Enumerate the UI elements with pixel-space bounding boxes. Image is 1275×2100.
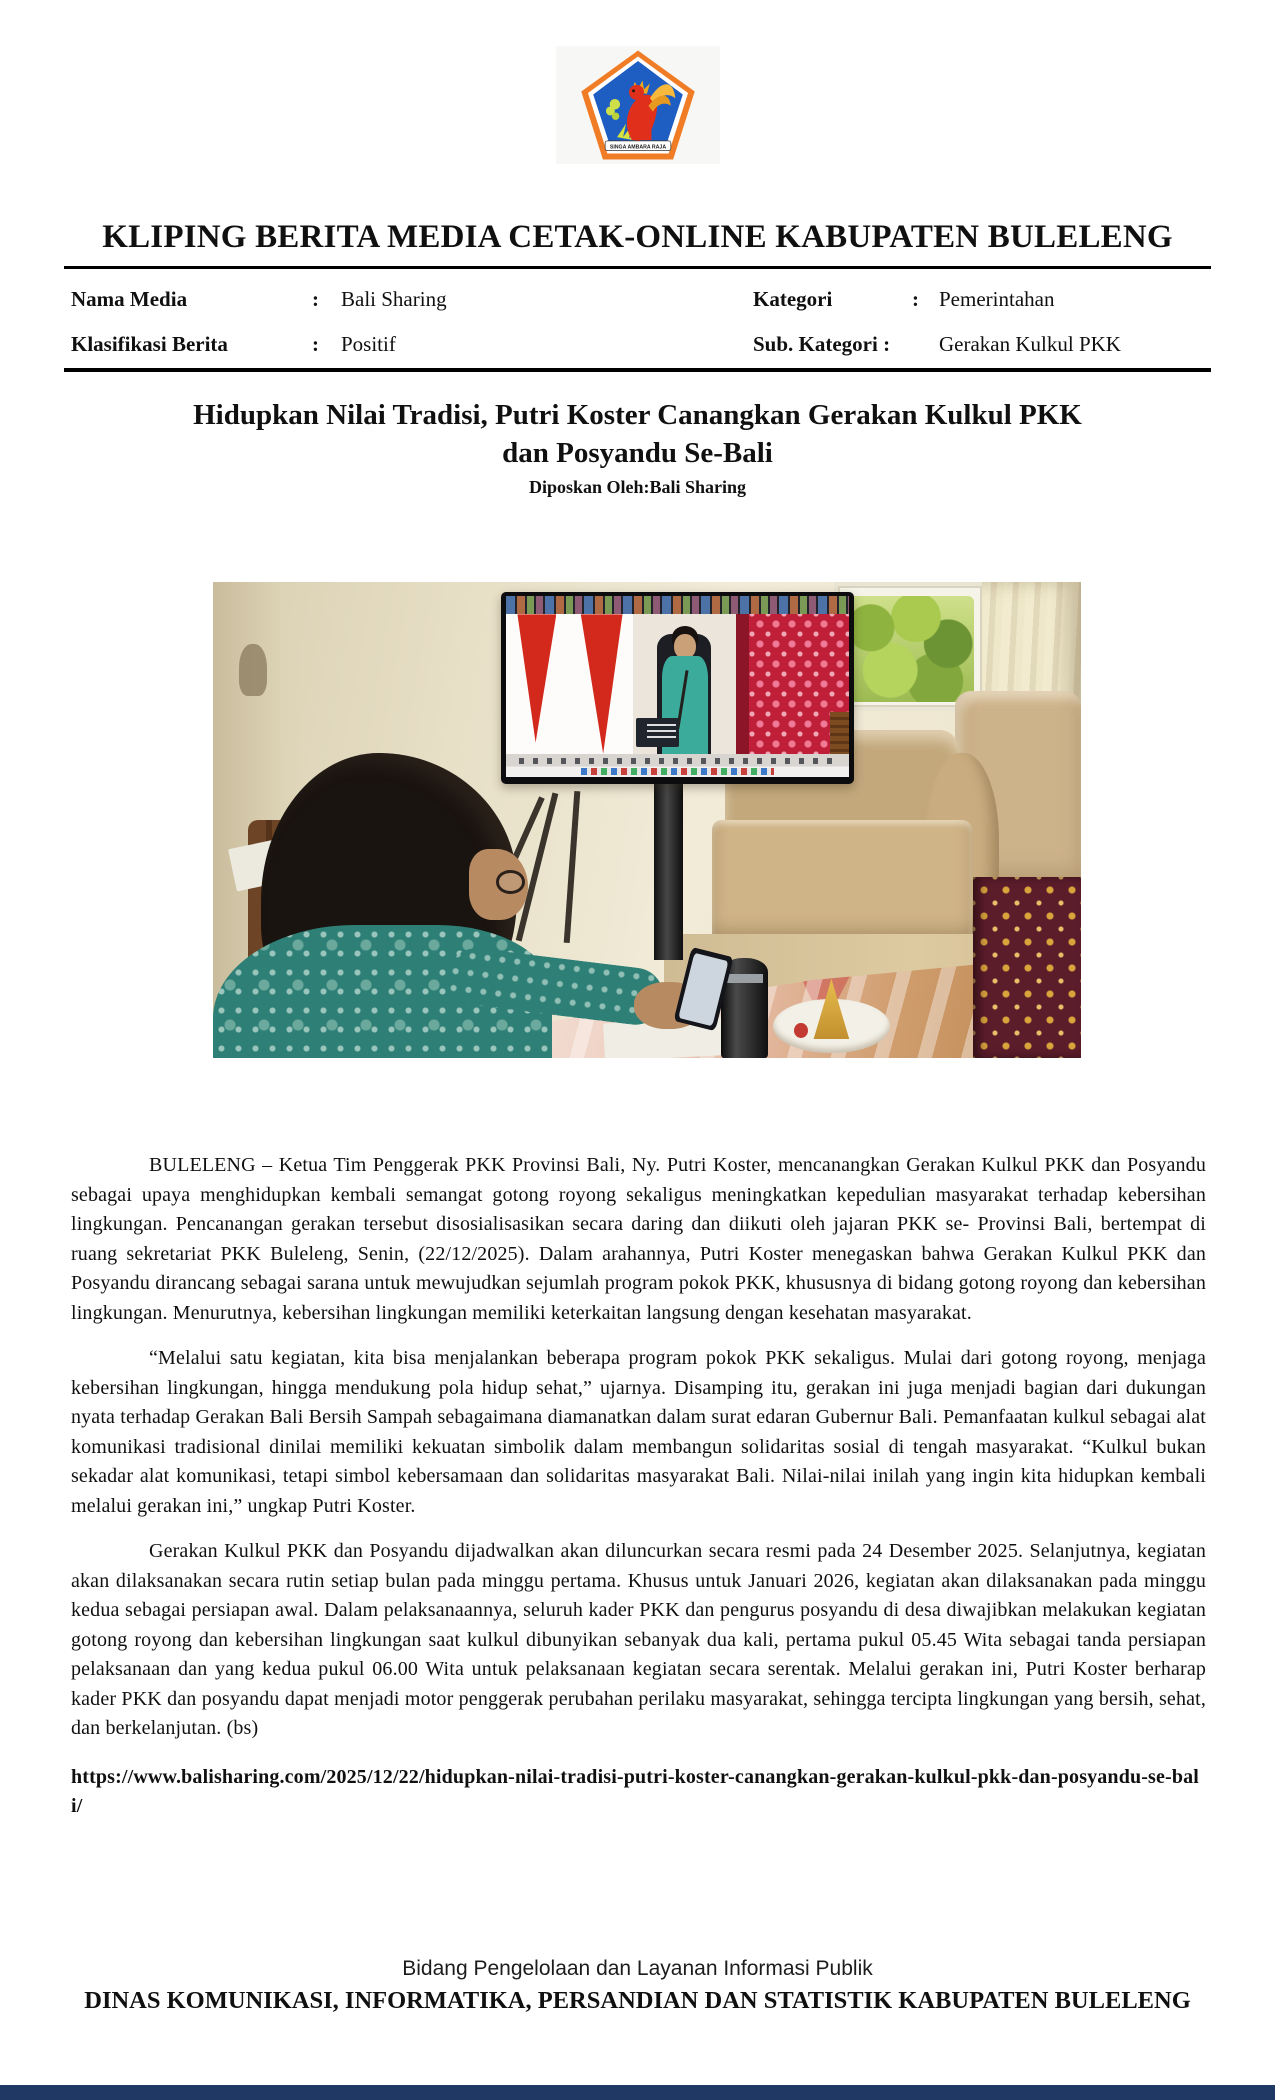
photo-tv-screen [506, 596, 850, 777]
photo-wall-ornament [239, 644, 267, 696]
photo-tripod-leg [564, 791, 581, 943]
photo-couch-seat [712, 820, 972, 944]
meta-value-kategori: Pemerintahan [939, 287, 1055, 311]
page-title: KLIPING BERITA MEDIA CETAK-ONLINE KABUPATEN BULELENG [102, 219, 1173, 255]
article-title-line2: dan Posyandu Se-Bali [502, 437, 773, 469]
buleleng-crest-logo [556, 46, 720, 164]
meta-colon: : [312, 332, 319, 356]
meta-colon: : [312, 287, 319, 311]
tv-conference-toolbar [506, 754, 850, 778]
meta-label-sub-kategori: Sub. Kategori : [753, 332, 891, 356]
source-url-link[interactable]: https://www.balisharing.com/2025/12/22/hidupkan-nilai-tradisi-putri-koster-canangkan-gerakan-kulkul-pkk-dan-posyandu-se-bali/ [71, 1765, 1199, 1817]
article-photo [213, 582, 1081, 1058]
meta-value-sub-kategori: Gerakan Kulkul PKK [939, 332, 1121, 356]
photo-window [834, 582, 986, 711]
article-body [71, 1151, 1206, 1822]
meta-label-kategori: Kategori [753, 287, 833, 311]
meta-label-nama-media: Nama Media [71, 287, 188, 311]
article-title-line1: Hidupkan Nilai Tradisi, Putri Koster Canangkan Gerakan Kulkul PKK [193, 399, 1082, 431]
article-title [60, 396, 1215, 472]
article-byline: Diposkan Oleh:Bali Sharing [528, 477, 747, 497]
photo-television [501, 592, 853, 785]
photo-snack-plate [773, 999, 890, 1054]
photo-tv-stand-pole [654, 780, 684, 961]
tv-name-label [636, 718, 679, 747]
meta-label-klasifikasi: Klasifikasi Berita [71, 332, 228, 356]
footer-agency-name: DINAS KOMUNIKASI, INFORMATIKA, PERSANDIAN DAN STATISTIK KABUPATEN BULELENG [84, 1987, 1191, 2014]
paragraph-2: “Melalui satu kegiatan, kita bisa menjalankan beberapa program pokok PKK sekaligus. Mulai dari gotong royong, menjaga kebersihan lingkungan, hingga mendukung pola hidup sehat,” ujarnya. Disamping itu, gerakan ini juga menjadi bagian dari dukungan nyata terhadap Gerakan Bali Bersih Sampah sebagaimana diamanatkan dalam surat edaran Gubernur Bali. Pemanfaatan kulkul sebagai alat komunikasi tradisional dinilai memiliki kekuatan simbolik dalam membangun solidaritas sosial di tengah masyarakat. “Kulkul bukan sekadar alat komunikasi, tetapi simbol kebersamaan dan solidaritas masyarakat Bali. Nilai-nilai inilah yang ingin kita hidupkan kembali melalui gerakan ini,” ungkap Putri Koster. [71, 1347, 1206, 1517]
tv-flag-backdrop [506, 614, 633, 753]
meta-value-klasifikasi: Positif [341, 332, 396, 356]
photo-foliage [845, 596, 975, 702]
footer-division-name: Bidang Pengelolaan dan Layanan Informasi Publik [402, 1957, 873, 1980]
tv-speaker-area [633, 614, 736, 753]
paragraph-1: BULELENG – Ketua Tim Penggerak PKK Provinsi Bali, Ny. Putri Koster, mencanangkan Gerakan Kulkul PKK dan Posyandu sebagai upaya menghidupkan kembali semangat gotong royong sekaligus meningkatkan kepedulian masyarakat terhadap kebersihan lingkungan. Pencanangan gerakan tersebut disosialisasikan secara daring dan diikuti oleh jajaran PKK se- Provinsi Bali, bertempat di ruang sekretariat PKK Buleleng, Senin, (22/12/2025). Dalam arahannya, Putri Koster menegaskan bahwa Gerakan Kulkul PKK dan Posyandu dirancang sebagai sarana untuk mewujudkan sejumlah program pokok PKK, khususnya di bidang gotong royong dan kebersihan lingkungan. Menurutnya, kebersihan lingkungan memiliki keterkaitan langsung dengan kesehatan masyarakat. [71, 1154, 1206, 1324]
photo-maroon-runner [973, 877, 1082, 1058]
meta-value-nama-media: Bali Sharing [341, 287, 447, 311]
tv-songket-wall [736, 614, 849, 753]
photo-garnish [794, 1023, 808, 1038]
tv-carved-cabinet [830, 712, 849, 754]
paragraph-3: Gerakan Kulkul PKK dan Posyandu dijadwalkan akan diluncurkan secara resmi pada 24 Desember 2025. Selanjutnya, kegiatan akan dilaksanakan secara rutin setiap bulan pada minggu pertama. Khusus untuk Januari 2026, kegiatan akan dilaksanakan pada minggu kedua sebagai persiapan awal. Dalam pelaksanaannya, seluruh kader PKK dan pengurus posyandu di desa diwajibkan melakukan kegiatan gotong royong dan kebersihan lingkungan saat kulkul dibunyikan sebanyak dua kali, pertama pukul 05.45 Wita sebagai tanda persiapan pelaksanaan dan yang kedua pukul 06.00 Wita untuk pelaksanaan kegiatan secara serentak. Melalui gerakan ini, Putri Koster berharap kader PKK dan posyandu dapat menjadi motor penggerak perubahan perilaku masyarakat, sehingga tercipta lingkungan yang bersih, sehat, dan berkelanjutan. (bs) [71, 1540, 1206, 1739]
divider-top [64, 266, 1211, 269]
crest-banner-text: SINGA AMBARA RAJA [609, 144, 666, 151]
footer-bar [0, 2085, 1275, 2100]
divider-meta [64, 368, 1211, 372]
tv-participant-thumbnails [506, 596, 850, 614]
photo-woman-glasses [496, 870, 526, 894]
meta-colon: : [912, 287, 919, 311]
crest-svg [563, 49, 713, 161]
